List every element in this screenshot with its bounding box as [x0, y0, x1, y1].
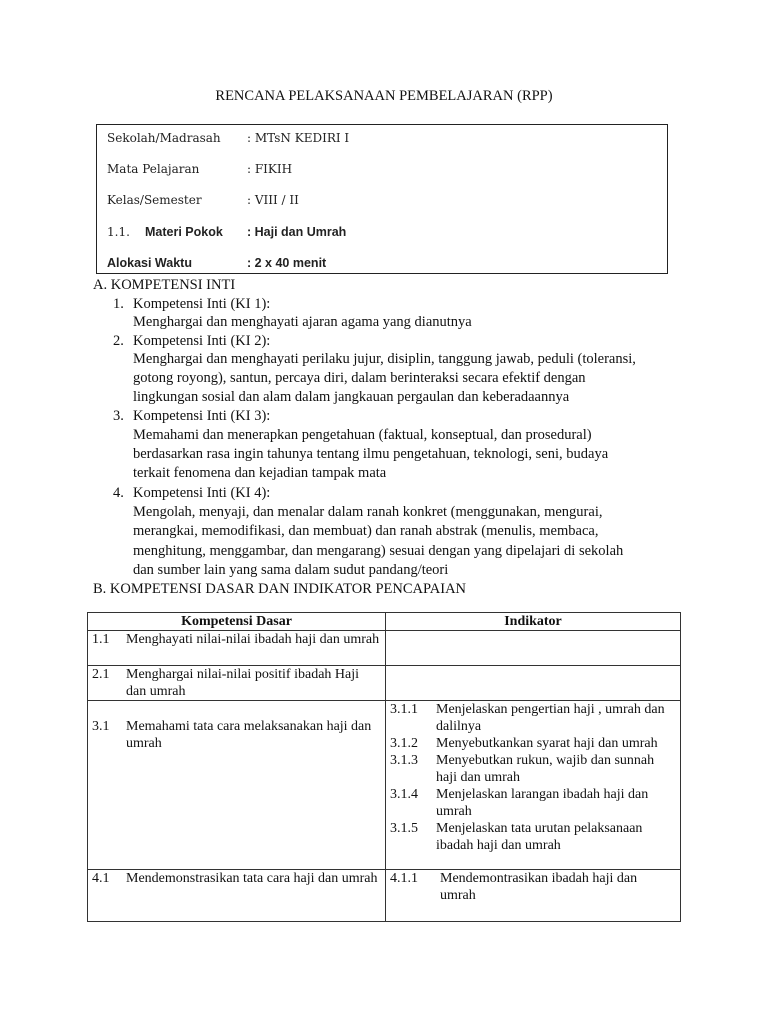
- section-b-heading: B. KOMPETENSI DASAR DAN INDIKATOR PENCAPAIAN: [93, 581, 467, 597]
- table-row: [88, 666, 681, 701]
- ki-1-number: 1.: [113, 296, 124, 312]
- ki-4-text: merangkai, memodifikasi, dan membuat) dan ranah abstrak (menulis, membaca,: [133, 523, 599, 539]
- mapel-label: Mata Pelajaran: [107, 162, 200, 176]
- section-a-heading: A. KOMPETENSI INTI: [93, 277, 236, 293]
- ki-2-number: 2.: [113, 333, 124, 349]
- indikator-number: 3.1.1: [390, 702, 418, 717]
- ki-1-label: Kompetensi Inti (KI 1):: [133, 296, 271, 312]
- ki-3-text: berdasarkan rasa ingin tahunya tentang ilmu pengetahuan, teknologi, seni, budaya: [133, 446, 609, 462]
- indikator-text: Menyebutkankan syarat haji dan umrah: [436, 736, 658, 751]
- ki-3-label: Kompetensi Inti (KI 3):: [133, 408, 271, 424]
- alokasi-label: Alokasi Waktu: [107, 256, 192, 270]
- kd-number: 4.1: [92, 871, 110, 886]
- kd-cell: [88, 666, 386, 701]
- ki-2-text: Menghargai dan menghayati perilaku jujur, disiplin, tanggung jawab, peduli (toleransi,: [133, 351, 636, 367]
- kd-number: 3.1: [92, 719, 110, 734]
- table-row: [88, 701, 681, 870]
- kd-indikator-table: [87, 612, 681, 922]
- indikator-item: [390, 701, 676, 735]
- indikator-text: Menjelaskan tata urutan pelaksanaan ibadah haji dan umrah: [436, 821, 643, 853]
- kd-text: Menghayati nilai-nilai ibadah haji dan umrah: [126, 632, 380, 647]
- header-indikator: Indikator: [386, 613, 681, 631]
- kd-cell: [88, 870, 386, 922]
- info-box: [96, 124, 668, 274]
- ki-1-text: Menghargai dan menghayati ajaran agama yang dianutnya: [133, 314, 472, 330]
- kd-cell: [88, 631, 386, 666]
- indikator-number: 3.1.4: [390, 787, 418, 802]
- indikator-number: 3.1.2: [390, 736, 418, 751]
- kd-text: Menghargai nilai-nilai positif ibadah Haji dan umrah: [126, 667, 360, 699]
- indikator-item: [390, 786, 676, 820]
- indikator-item: [390, 820, 676, 854]
- table-row: [88, 631, 681, 666]
- header-kompetensi-dasar: Kompetensi Dasar: [88, 613, 386, 631]
- indikator-text: Menjelaskan pengertian haji , umrah dan dalilnya: [436, 702, 665, 734]
- ki-3-text: terkait fenomena dan kejadian tampak mata: [133, 465, 387, 481]
- table-header-row: [88, 613, 681, 631]
- indikator-item: [390, 752, 676, 786]
- kd-number: 2.1: [92, 667, 110, 682]
- indikator-number: 3.1.5: [390, 821, 418, 836]
- ki-4-text: dan sumber lain yang sama dalam sudut pandang/teori: [133, 562, 449, 578]
- ki-3-text: Memahami dan menerapkan pengetahuan (faktual, konseptual, dan prosedural): [133, 427, 592, 443]
- indikator-number: 4.1.1: [390, 871, 418, 886]
- mapel-value: : FIKIH: [247, 162, 293, 176]
- indikator-text: Mendemontrasikan ibadah haji dan umrah: [440, 871, 638, 903]
- document-title: RENCANA PELAKSANAAN PEMBELAJARAN (RPP): [215, 88, 553, 104]
- ki-3-number: 3.: [113, 408, 124, 424]
- kelas-label: Kelas/Semester: [107, 193, 202, 207]
- ki-4-label: Kompetensi Inti (KI 4):: [133, 485, 271, 501]
- materi-number: 1.1.: [107, 225, 130, 239]
- kd-number: 1.1: [92, 632, 110, 647]
- sekolah-value: : MTsN KEDIRI I: [247, 131, 350, 145]
- table-row: [88, 870, 681, 922]
- kd-cell: [88, 701, 386, 870]
- sekolah-label: Sekolah/Madrasah: [107, 131, 221, 145]
- ki-4-text: menghitung, menggambar, dan mengarang) sesuai dengan yang dipelajari di sekolah: [133, 543, 624, 559]
- materi-label: Materi Pokok: [145, 225, 223, 239]
- kd-text: Memahami tata cara melaksanakan haji dan umrah: [126, 719, 372, 751]
- alokasi-value: : 2 x 40 menit: [247, 256, 327, 270]
- ki-2-text: lingkungan sosial dan alam dalam jangkauan pergaulan dan keberadaannya: [133, 389, 570, 405]
- indikator-cell: [386, 870, 681, 922]
- indikator-item: [390, 735, 676, 752]
- ki-2-label: Kompetensi Inti (KI 2):: [133, 333, 271, 349]
- ki-4-number: 4.: [113, 485, 124, 501]
- ki-4-text: Mengolah, menyaji, dan menalar dalam ranah konkret (menggunakan, mengurai,: [133, 504, 603, 520]
- indikator-number: 3.1.3: [390, 753, 418, 768]
- indikator-item: [390, 870, 676, 904]
- materi-value: : Haji dan Umrah: [247, 225, 347, 239]
- indikator-cell: [386, 666, 681, 701]
- indikator-text: Menyebutkan rukun, wajib dan sunnah haji dan umrah: [436, 753, 655, 785]
- indikator-cell: [386, 631, 681, 666]
- kelas-value: : VIII / II: [247, 193, 299, 207]
- kd-text: Mendemonstrasikan tata cara haji dan umrah: [126, 871, 378, 886]
- ki-2-text: gotong royong), santun, percaya diri, dalam berinteraksi secara efektif dengan: [133, 370, 586, 386]
- indikator-cell: [386, 701, 681, 870]
- indikator-text: Menjelaskan larangan ibadah haji dan umrah: [436, 787, 649, 819]
